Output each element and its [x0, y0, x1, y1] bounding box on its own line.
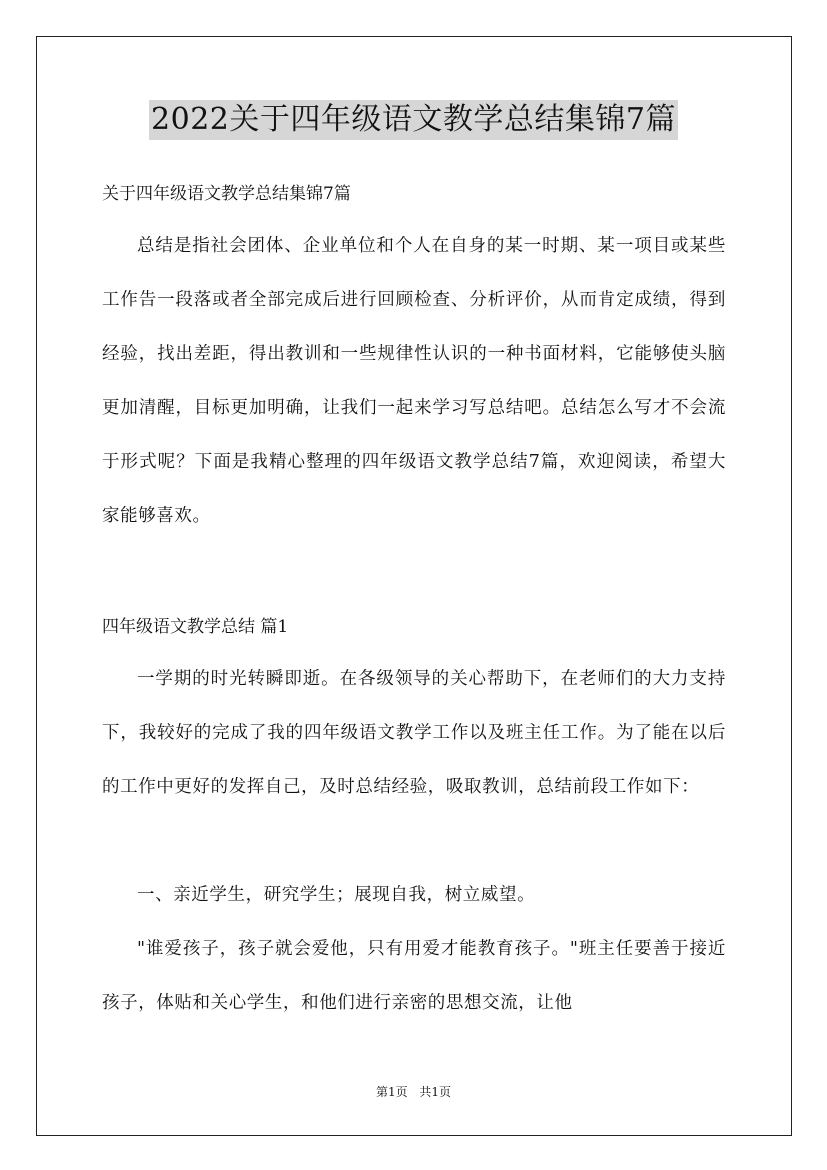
section-heading: 四年级语文教学总结 篇1 — [102, 617, 289, 637]
document-title: 2022关于四年级语文教学总结集锦7篇 — [149, 100, 678, 140]
page-total: 共1页 — [419, 1085, 452, 1099]
document-subtitle: 关于四年级语文教学总结集锦7篇 — [102, 184, 351, 204]
title-container — [0, 100, 827, 140]
section-paragraph: 一学期的时光转瞬即逝。在各级领导的关心帮助下，在老师们的大力支持下，我较好的完成了我的四年级语文教学工作以及班主任工作。为了能在以后的工作中更好的发挥自己，及时总结经验，吸取教训，总结前段工作如下： — [102, 669, 726, 797]
section-point: 一、亲近学生，研究学生；展现自我，树立威望。 — [137, 885, 536, 905]
section-paragraph: "谁爱孩子，孩子就会爱他，只有用爱才能教育孩子。"班主任要善于接近孩子，体贴和关心学生，和他们进行亲密的思想交流，让他 — [102, 939, 726, 1013]
page-footer — [0, 1084, 827, 1100]
page-number: 第1页 — [375, 1085, 408, 1099]
intro-paragraph: 总结是指社会团体、企业单位和个人在自身的某一时期、某一项目或某些工作告一段落或者全部完成后进行回顾检查、分析评价，从而肯定成绩，得到经验，找出差距，得出教训和一些规律性认识的一种书面材料，它能够使头脑更加清醒，目标更加明确，让我们一起来学习写总结吧。总结怎么写才不会流于形式呢？下面是我精心整理的四年级语文教学总结7篇，欢迎阅读，希望大家能够喜欢。 — [102, 236, 726, 526]
